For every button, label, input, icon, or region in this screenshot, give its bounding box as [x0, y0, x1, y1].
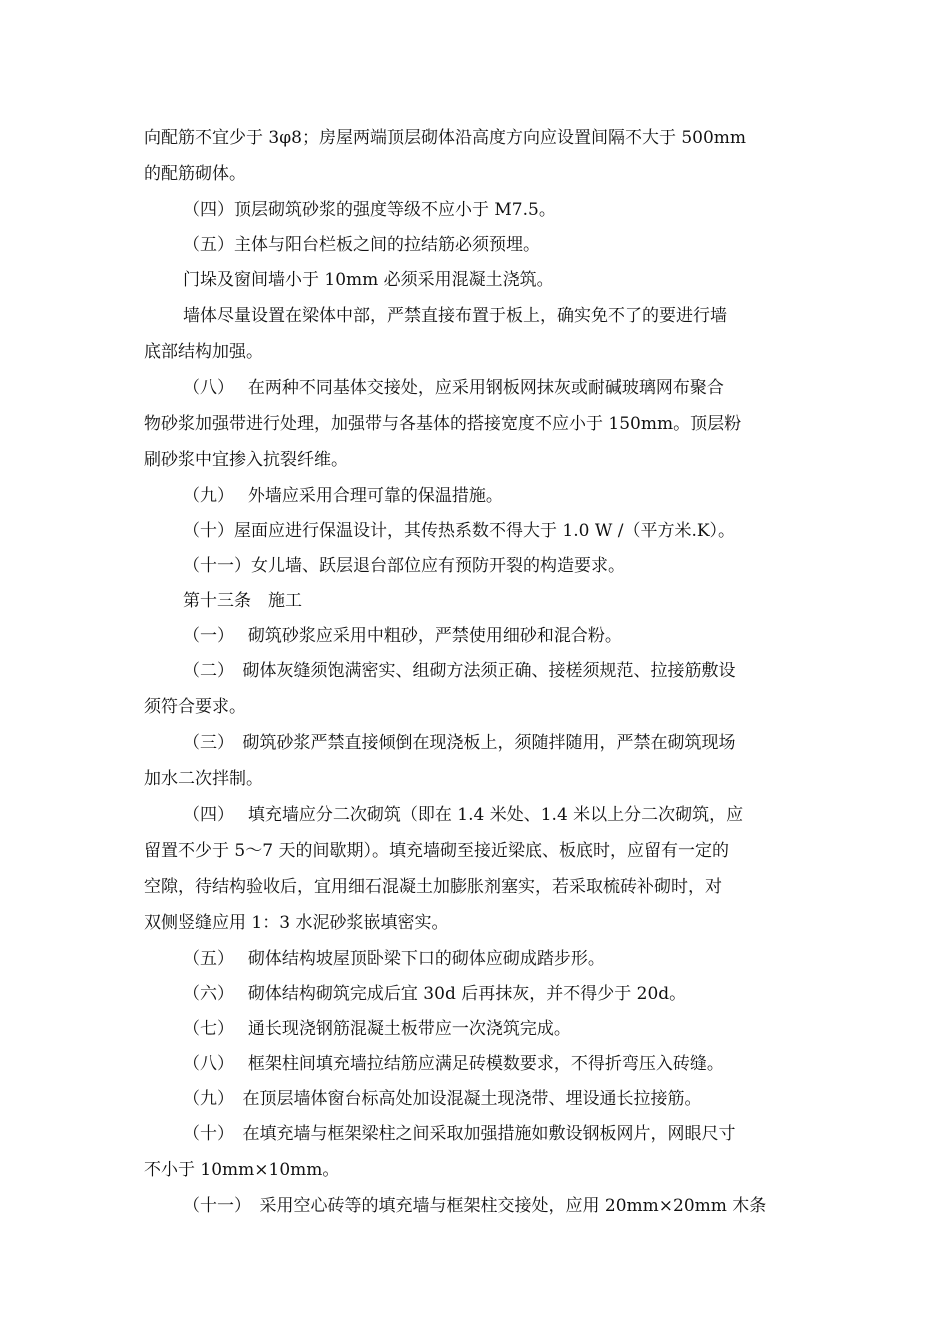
text-line: 的配筋砌体。 — [144, 164, 246, 184]
text-line: 刷砂浆中宜掺入抗裂纤维。 — [144, 450, 348, 470]
text-line: 物砂浆加强带进行处理，加强带与各基体的搭接宽度不应小于 150mm。顶层粉 — [144, 414, 742, 434]
text-line: 空隙，待结构验收后，宜用细石混凝土加膨胀剂塞实，若采取梳砖补砌时，对 — [144, 877, 722, 897]
text-line: （七） 通长现浇钢筋混凝土板带应一次浇筑完成。 — [183, 1019, 571, 1039]
text-line: 不小于 10mm×10mm。 — [144, 1160, 340, 1180]
text-line: （五）主体与阳台栏板之间的拉结筋必须预埋。 — [183, 235, 540, 255]
text-line: （十一）女儿墙、跃层退台部位应有预防开裂的构造要求。 — [183, 556, 625, 576]
text-line: 底部结构加强。 — [144, 342, 263, 362]
text-line: （九） 在顶层墙体窗台标高处加设混凝土现浇带、埋设通长拉接筋。 — [183, 1089, 702, 1109]
text-line: 门垛及窗间墙小于 10mm 必须采用混凝土浇筑。 — [183, 270, 554, 290]
text-line: 须符合要求。 — [144, 697, 246, 717]
text-line: 向配筋不宜少于 3φ8；房屋两端顶层砌体沿高度方向应设置间隔不大于 500mm — [144, 128, 747, 148]
text-line: （八） 在两种不同基体交接处，应采用钢板网抹灰或耐碱玻璃网布聚合 — [183, 378, 724, 398]
text-line: （四）顶层砌筑砂浆的强度等级不应小于 M7.5。 — [183, 200, 556, 220]
text-line: （八） 框架柱间填充墙拉结筋应满足砖模数要求，不得折弯压入砖缝。 — [183, 1054, 724, 1074]
text-line: 留置不少于 5～7 天的间歇期）。填充墙砌至接近梁底、板底时，应留有一定的 — [144, 841, 729, 861]
text-line: （六） 砌体结构砌筑完成后宜 30d 后再抹灰，并不得少于 20d。 — [183, 984, 687, 1004]
text-line: （三） 砌筑砂浆严禁直接倾倒在现浇板上，须随拌随用，严禁在砌筑现场 — [183, 733, 736, 753]
text-line: （十） 在填充墙与框架梁柱之间采取加强措施如敷设钢板网片，网眼尺寸 — [183, 1124, 736, 1144]
text-line: （九） 外墙应采用合理可靠的保温措施。 — [183, 486, 503, 506]
text-line: （十一） 采用空心砖等的填充墙与框架柱交接处，应用 20mm×20mm 木条 — [183, 1196, 767, 1216]
text-line: 加水二次拌制。 — [144, 769, 263, 789]
text-line: （一） 砌筑砂浆应采用中粗砂，严禁使用细砂和混合粉。 — [183, 626, 622, 646]
text-line: （四） 填充墙应分二次砌筑（即在 1.4 米处、1.4 米以上分二次砌筑，应 — [183, 805, 744, 825]
text-line: （十）屋面应进行保温设计，其传热系数不得大于 1.0 W /（平方米.K）。 — [183, 521, 736, 541]
text-line: 双侧竖缝应用 1：3 水泥砂浆嵌填密实。 — [144, 913, 449, 933]
section-heading: 第十三条 施工 — [183, 591, 302, 611]
text-line: （五） 砌体结构坡屋顶卧梁下口的砌体应砌成踏步形。 — [183, 949, 605, 969]
text-line: （二） 砌体灰缝须饱满密实、组砌方法须正确、接槎须规范、拉接筋敷设 — [183, 661, 736, 681]
text-line: 墙体尽量设置在梁体中部，严禁直接布置于板上，确实免不了的要进行墙 — [183, 306, 727, 326]
